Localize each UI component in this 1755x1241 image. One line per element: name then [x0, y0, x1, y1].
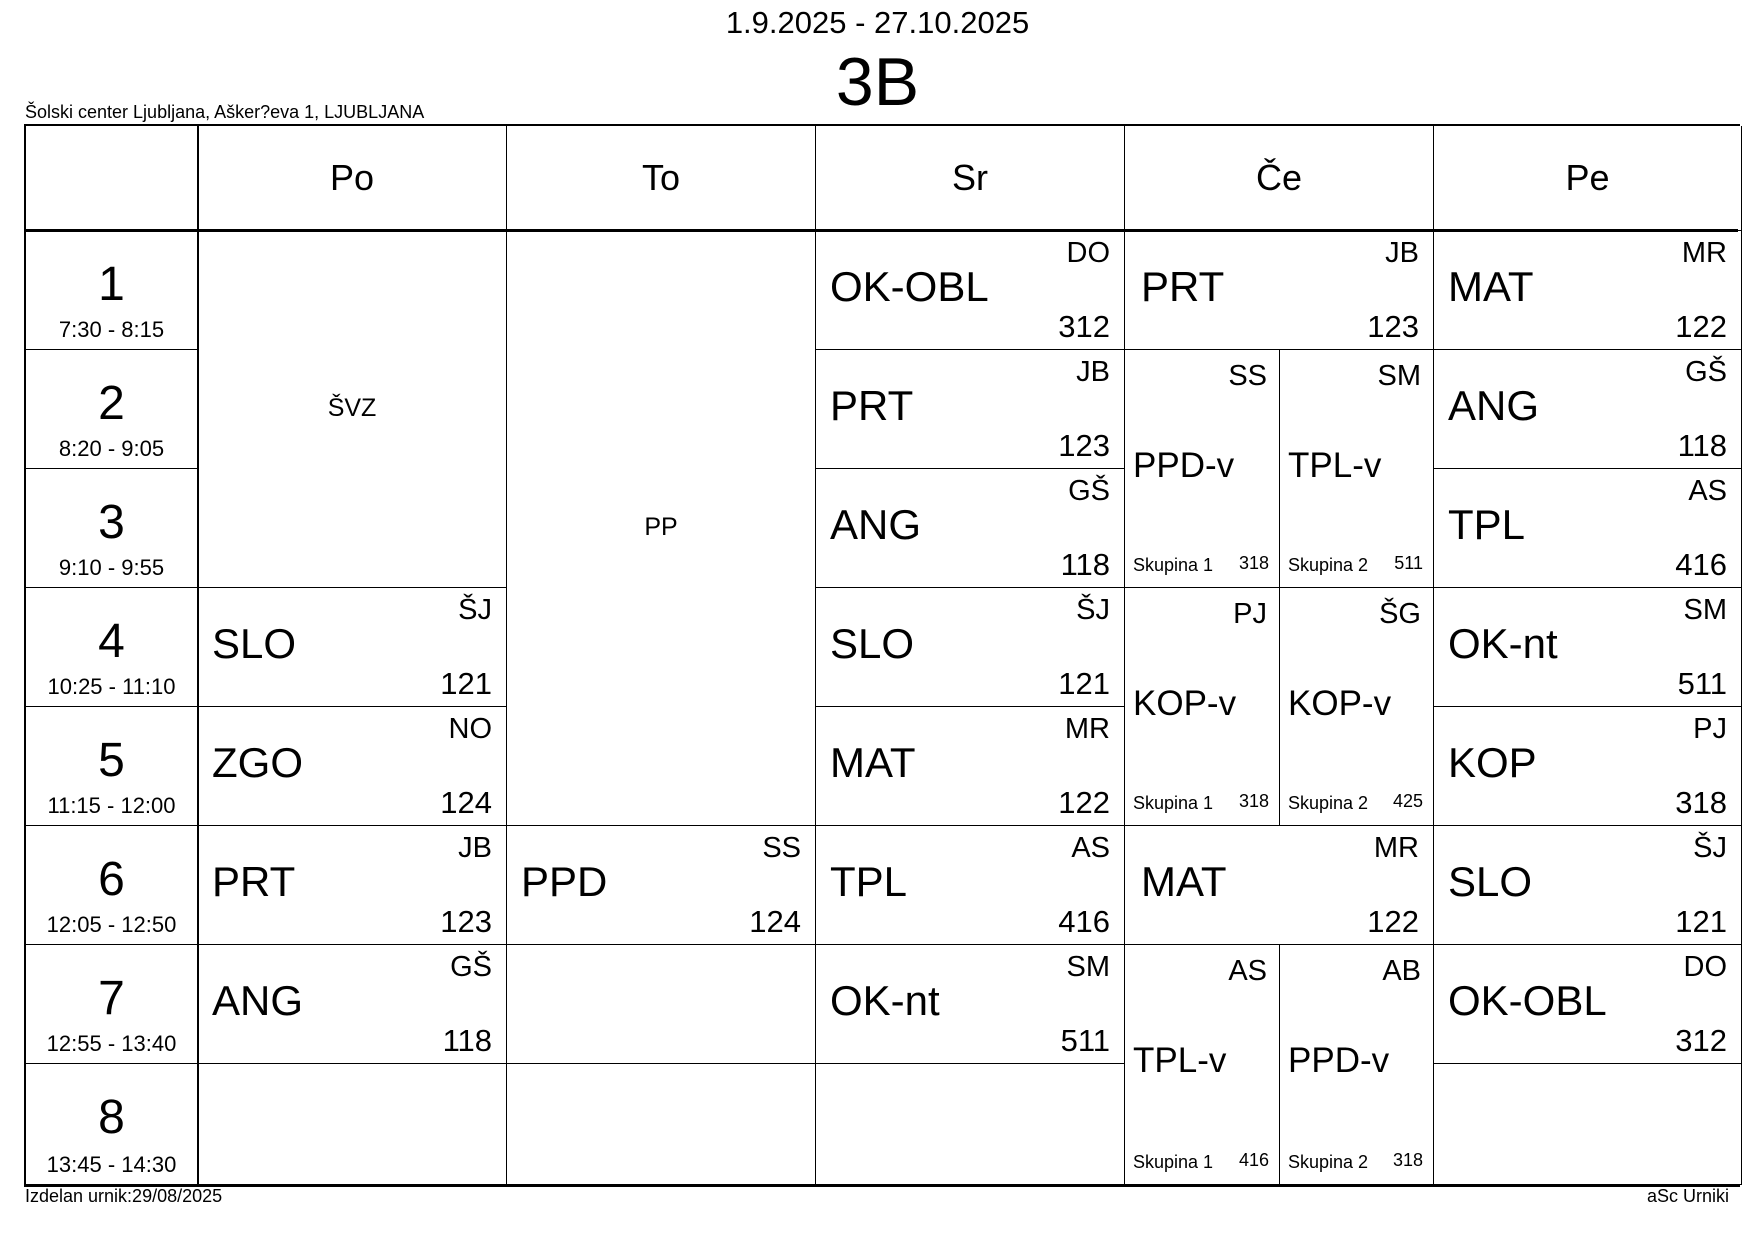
day-header-pe: Pe — [1434, 126, 1742, 231]
corner-cell — [26, 126, 198, 231]
group-lesson-cell — [1280, 945, 1434, 1185]
subject-name: KOP-v — [1133, 684, 1237, 723]
teacher-code: MR — [1681, 237, 1727, 269]
day-header-sr: Sr — [816, 126, 1125, 231]
group-label: Skupina 1 — [1133, 555, 1214, 575]
subject-name: PRT — [830, 382, 914, 429]
subject-name: OK-nt — [830, 977, 940, 1024]
teacher-code: ŠJ — [1076, 594, 1110, 626]
room-number: 318 — [1392, 1150, 1423, 1170]
teacher-code: GŠ — [1685, 356, 1727, 388]
subject-name: TPL-v — [1288, 446, 1382, 485]
room-number: 121 — [440, 666, 492, 701]
room-number: 511 — [1394, 553, 1423, 573]
class-title: 3B — [835, 44, 920, 120]
period-4 — [26, 588, 198, 707]
room-number: 121 — [1675, 904, 1727, 939]
lesson-cell — [1434, 231, 1742, 350]
lesson-cell — [816, 469, 1125, 588]
subject-name: KOP-v — [1288, 684, 1392, 723]
subject-name: OK-OBL — [830, 263, 989, 310]
lesson-label: ŠVZ — [327, 394, 377, 422]
group-label: Skupina 2 — [1288, 793, 1369, 813]
lesson-cell — [1434, 350, 1742, 469]
subject-name: OK-nt — [1448, 620, 1558, 667]
period-column-divider — [197, 126, 199, 1185]
subject-name: SLO — [830, 620, 915, 667]
subject-name: PPD-v — [1288, 1041, 1390, 1080]
header-divider — [26, 229, 1738, 232]
teacher-code: NO — [448, 713, 492, 745]
teacher-code: ŠJ — [458, 594, 492, 626]
teacher-code: JB — [1385, 237, 1419, 269]
teacher-code: AS — [1688, 475, 1727, 507]
empty-cell — [1434, 1064, 1742, 1185]
period-time: 12:05 - 12:50 — [46, 912, 177, 937]
room-number: 118 — [1060, 547, 1110, 582]
teacher-code: GŠ — [450, 951, 492, 983]
lesson-cell — [816, 945, 1125, 1064]
lesson-cell — [816, 707, 1125, 826]
group-lesson-cell — [1125, 588, 1280, 826]
teacher-code: AS — [1071, 832, 1110, 864]
room-number: 123 — [1058, 428, 1110, 463]
room-number: 123 — [1367, 309, 1419, 344]
subject-name: TPL — [830, 858, 908, 905]
lesson-cell — [1125, 231, 1434, 350]
period-time: 9:10 - 9:55 — [58, 555, 165, 580]
subject-name: MAT — [830, 739, 916, 786]
day-header-to: To — [507, 126, 816, 231]
period-time: 12:55 - 13:40 — [46, 1031, 177, 1056]
subject-name: MAT — [1448, 263, 1534, 310]
period-6 — [26, 826, 198, 945]
school-name: Šolski center Ljubljana, Ašker?eva 1, LJUBLJANA — [25, 102, 425, 122]
room-number: 118 — [1677, 428, 1727, 463]
subject-name: PRT — [1141, 263, 1225, 310]
subject-name: SLO — [212, 620, 297, 667]
subject-name: PRT — [212, 858, 296, 905]
teacher-code: SS — [1228, 360, 1267, 392]
lesson-cell — [816, 231, 1125, 350]
period-number: 6 — [98, 853, 125, 906]
room-number: 122 — [1675, 309, 1727, 344]
period-5 — [26, 707, 198, 826]
period-number: 2 — [98, 377, 125, 430]
teacher-code: ŠJ — [1693, 832, 1727, 864]
empty-cell — [816, 1064, 1125, 1185]
room-number: 416 — [1058, 904, 1110, 939]
period-number: 7 — [98, 972, 125, 1025]
lesson-label: PP — [644, 513, 678, 541]
teacher-code: JB — [458, 832, 492, 864]
period-number: 8 — [98, 1091, 125, 1144]
lesson-block-pp — [507, 231, 816, 826]
subject-name: PPD-v — [1133, 446, 1235, 485]
room-number: 511 — [1060, 1023, 1110, 1058]
period-time: 11:15 - 12:00 — [47, 793, 176, 818]
lesson-cell — [198, 945, 507, 1064]
software-credit: aSc Urniki — [1646, 1186, 1729, 1206]
room-number: 318 — [1675, 785, 1727, 820]
lesson-cell — [1434, 588, 1742, 707]
period-number: 1 — [98, 258, 125, 311]
period-2 — [26, 350, 198, 469]
subject-name: ANG — [212, 977, 304, 1024]
period-3 — [26, 469, 198, 588]
period-8 — [26, 1064, 198, 1185]
teacher-code: ŠG — [1379, 598, 1421, 630]
subject-name: ZGO — [212, 739, 303, 786]
group-label: Skupina 2 — [1288, 1152, 1369, 1172]
subject-name: ANG — [830, 501, 922, 548]
lesson-cell — [1434, 707, 1742, 826]
period-7 — [26, 945, 198, 1064]
subject-name: KOP — [1448, 739, 1537, 786]
period-number: 5 — [98, 734, 125, 787]
room-number: 511 — [1677, 666, 1727, 701]
lesson-block-svz — [198, 231, 507, 588]
teacher-code: JB — [1076, 356, 1110, 388]
subject-name: OK-OBL — [1448, 977, 1607, 1024]
date-range: 1.9.2025 - 27.10.2025 — [725, 5, 1030, 40]
room-number: 121 — [1058, 666, 1110, 701]
group-lesson-cell — [1125, 945, 1280, 1185]
room-number: 318 — [1238, 791, 1269, 811]
lesson-cell — [816, 588, 1125, 707]
room-number: 416 — [1675, 547, 1727, 582]
teacher-code: DO — [1683, 951, 1727, 983]
room-number: 118 — [442, 1023, 492, 1058]
subject-name: TPL-v — [1133, 1041, 1227, 1080]
lesson-cell — [816, 350, 1125, 469]
room-number: 416 — [1238, 1150, 1269, 1170]
group-label: Skupina 1 — [1133, 793, 1214, 813]
teacher-code: AB — [1382, 955, 1421, 987]
lesson-cell — [507, 826, 816, 945]
group-label: Skupina 1 — [1133, 1152, 1214, 1172]
group-lesson-cell — [1280, 350, 1434, 588]
lesson-cell — [198, 588, 507, 707]
teacher-code: SM — [1377, 360, 1421, 392]
room-number: 122 — [1058, 785, 1110, 820]
room-number: 318 — [1238, 553, 1269, 573]
subject-name: MAT — [1141, 858, 1227, 905]
lesson-cell — [198, 826, 507, 945]
subject-name: SLO — [1448, 858, 1533, 905]
day-header-po: Po — [198, 126, 507, 231]
period-1 — [26, 231, 198, 350]
period-time: 10:25 - 11:10 — [47, 674, 176, 699]
lesson-cell — [1434, 469, 1742, 588]
empty-cell — [507, 1064, 816, 1185]
teacher-code: MR — [1064, 713, 1110, 745]
empty-cell — [198, 1064, 507, 1185]
teacher-code: DO — [1066, 237, 1110, 269]
timetable-grid — [24, 124, 1740, 1187]
teacher-code: PJ — [1233, 598, 1267, 630]
lesson-cell — [198, 707, 507, 826]
teacher-code: GŠ — [1068, 475, 1110, 507]
room-number: 122 — [1367, 904, 1419, 939]
day-header-ce: Če — [1125, 126, 1434, 231]
lesson-cell — [1434, 945, 1742, 1064]
lesson-cell — [1434, 826, 1742, 945]
period-time: 8:20 - 9:05 — [58, 436, 165, 461]
group-lesson-cell — [1125, 350, 1280, 588]
period-number: 3 — [98, 496, 125, 549]
room-number: 312 — [1058, 309, 1110, 344]
teacher-code: AS — [1228, 955, 1267, 987]
teacher-code: MR — [1373, 832, 1419, 864]
group-label: Skupina 2 — [1288, 555, 1369, 575]
room-number: 312 — [1675, 1023, 1727, 1058]
teacher-code: SM — [1066, 951, 1110, 983]
teacher-code: SM — [1683, 594, 1727, 626]
room-number: 124 — [440, 785, 492, 820]
teacher-code: PJ — [1693, 713, 1727, 745]
period-time: 7:30 - 8:15 — [58, 317, 165, 342]
subject-name: ANG — [1448, 382, 1540, 429]
room-number: 124 — [749, 904, 801, 939]
room-number: 123 — [440, 904, 492, 939]
created-date: Izdelan urnik:29/08/2025 — [25, 1186, 223, 1206]
subject-name: TPL — [1448, 501, 1526, 548]
empty-cell — [507, 945, 816, 1064]
lesson-cell — [816, 826, 1125, 945]
lesson-cell — [1125, 826, 1434, 945]
group-lesson-cell — [1280, 588, 1434, 826]
subject-name: PPD — [521, 858, 608, 905]
room-number: 425 — [1392, 791, 1423, 811]
teacher-code: SS — [762, 832, 801, 864]
period-time: 13:45 - 14:30 — [46, 1152, 177, 1177]
period-number: 4 — [98, 615, 125, 668]
